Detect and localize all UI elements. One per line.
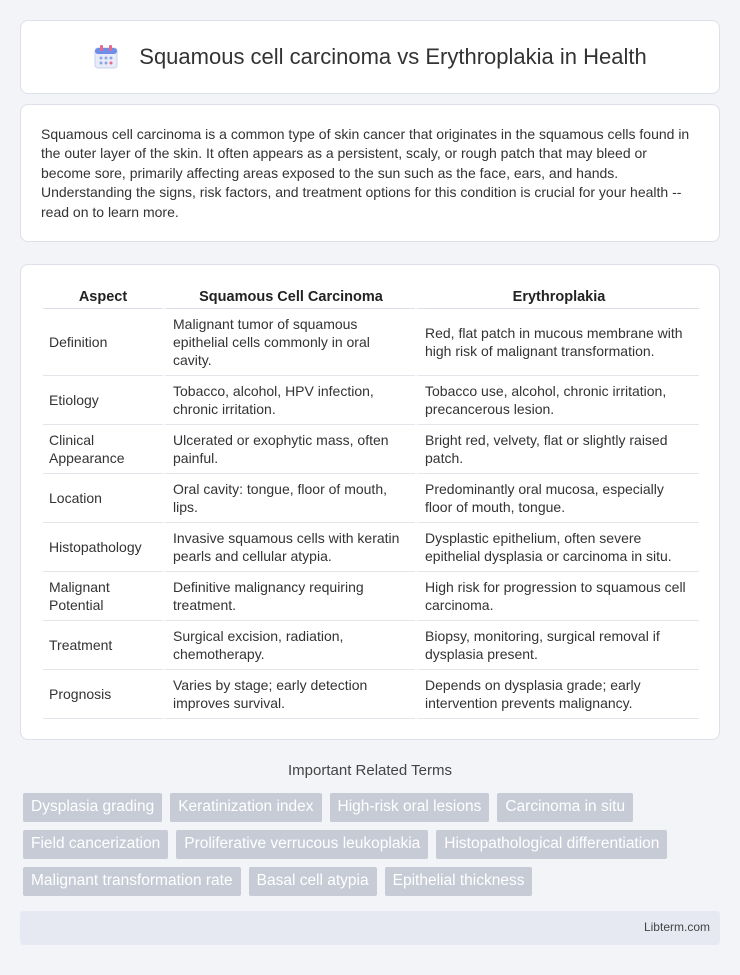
comparison-table <box>43 285 699 719</box>
scc-cell: Malignant tumor of squamous epithelial cells commonly in oral cavity. <box>163 309 415 376</box>
related-term-tag[interactable]: Carcinoma in situ <box>497 793 633 822</box>
related-term-tag[interactable]: High-risk oral lesions <box>330 793 490 822</box>
scc-cell: Oral cavity: tongue, floor of mouth, lips. <box>163 474 415 523</box>
related-term-tag[interactable]: Malignant transformation rate <box>23 867 241 896</box>
table-row <box>43 309 699 376</box>
table-row <box>43 474 699 523</box>
related-terms-title: Important Related Terms <box>288 762 452 779</box>
intro-section <box>20 104 720 242</box>
related-term-tag[interactable]: Basal cell atypia <box>249 867 377 896</box>
column-header: Aspect <box>43 285 163 309</box>
related-term-tag[interactable]: Dysplasia grading <box>23 793 162 822</box>
aspect-cell: Prognosis <box>43 670 163 719</box>
aspect-cell: Etiology <box>43 376 163 425</box>
erythroplakia-cell: Red, flat patch in mucous membrane with high risk of malignant transformation. <box>415 309 699 376</box>
erythroplakia-cell: Predominantly oral mucosa, especially floor of mouth, tongue. <box>415 474 699 523</box>
erythroplakia-cell: Tobacco use, alcohol, chronic irritation, precancerous lesion. <box>415 376 699 425</box>
related-term-tag[interactable]: Proliferative verrucous leukoplakia <box>176 830 428 859</box>
related-term-tag[interactable]: Keratinization index <box>170 793 321 822</box>
aspect-cell: Malignant Potential <box>43 572 163 621</box>
erythroplakia-cell: High risk for progression to squamous cell carcinoma. <box>415 572 699 621</box>
aspect-cell: Histopathology <box>43 523 163 572</box>
scc-cell: Varies by stage; early detection improves survival. <box>163 670 415 719</box>
footer <box>20 911 720 945</box>
table-row <box>43 425 699 474</box>
aspect-cell: Definition <box>43 309 163 376</box>
related-term-tag[interactable]: Histopathological differentiation <box>436 830 667 859</box>
scc-cell: Surgical excision, radiation, chemotherapy. <box>163 621 415 670</box>
column-header: Erythroplakia <box>415 285 699 309</box>
page-title: Squamous cell carcinoma vs Erythroplakia in Health <box>139 44 647 69</box>
table-row <box>43 670 699 719</box>
erythroplakia-cell: Dysplastic epithelium, often severe epithelial dysplasia or carcinoma in situ. <box>415 523 699 572</box>
scc-cell: Definitive malignancy requiring treatment. <box>163 572 415 621</box>
table-row <box>43 572 699 621</box>
column-header: Squamous Cell Carcinoma <box>163 285 415 309</box>
footer-site-link[interactable]: Libterm.com <box>643 920 710 934</box>
comparison-table-card <box>20 264 720 740</box>
aspect-cell: Treatment <box>43 621 163 670</box>
scc-cell: Ulcerated or exophytic mass, often painful. <box>163 425 415 474</box>
aspect-cell: Location <box>43 474 163 523</box>
scc-cell: Tobacco, alcohol, HPV infection, chronic irritation. <box>163 376 415 425</box>
table-row <box>43 376 699 425</box>
related-term-tag[interactable]: Epithelial thickness <box>385 867 533 896</box>
calendar-icon <box>93 44 119 70</box>
page-header <box>20 20 720 94</box>
erythroplakia-cell: Bright red, velvety, flat or slightly raised patch. <box>415 425 699 474</box>
related-terms-list <box>23 793 723 896</box>
table-row <box>43 523 699 572</box>
table-header-row <box>43 285 699 309</box>
intro-text: Squamous cell carcinoma is a common type of skin cancer that originates in the squamous cells found in the outer layer of the skin. It often appears as a persistent, scaly, or rough patch that may bleed or become sore, primarily affecting areas exposed to the sun such as the face, ears, and hands. Understanding the signs, risk factors, and treatment options for this condition is crucial for your health -- read on to learn more. <box>41 126 690 220</box>
aspect-cell: Clinical Appearance <box>43 425 163 474</box>
table-row <box>43 621 699 670</box>
erythroplakia-cell: Biopsy, monitoring, surgical removal if dysplasia present. <box>415 621 699 670</box>
erythroplakia-cell: Depends on dysplasia grade; early intervention prevents malignancy. <box>415 670 699 719</box>
scc-cell: Invasive squamous cells with keratin pearls and cellular atypia. <box>163 523 415 572</box>
related-term-tag[interactable]: Field cancerization <box>23 830 168 859</box>
